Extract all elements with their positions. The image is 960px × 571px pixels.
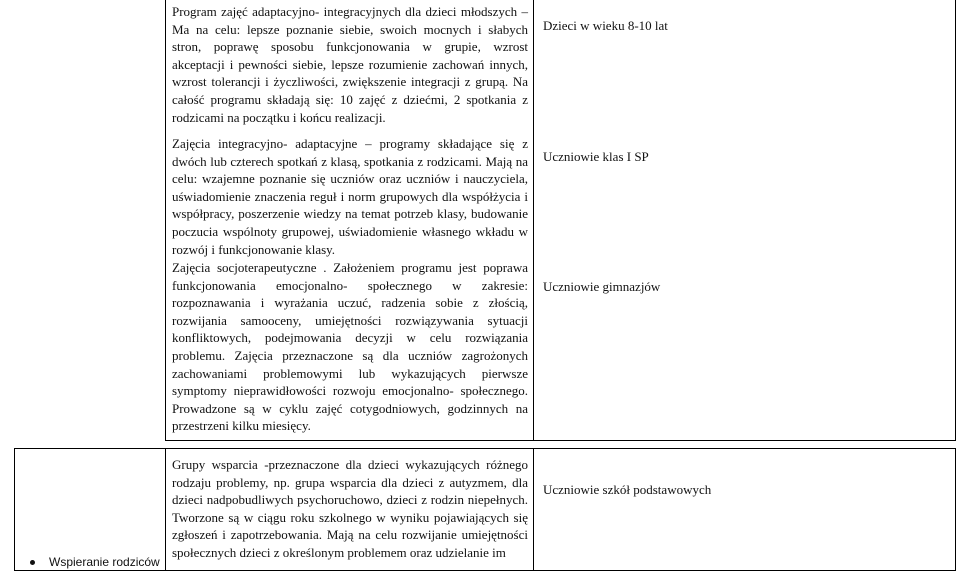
target-group: Uczniowie szkół podstawowych	[543, 482, 712, 497]
table-row	[172, 3, 528, 126]
table-row-separator	[165, 440, 956, 441]
left-column-border	[14, 448, 15, 571]
table-border-right-lower	[955, 448, 956, 571]
program-description: Zajęcia socjoterapeutyczne . Założeniem programu jest poprawa funkcjonowania emocjonalno- społecznego w zakresie: rozpoznawania i wyrażania uczuć, radzenia sobie z złością, rozwijania samooceny, umiejętności rozwiązywania sytuacji konfliktowych, podejmowania decyzji w celu rozwiązania problemu. Zajęcia przeznaczone są dla uczniów zagrożonych zachowaniami problemowymi lub wykazujących pierwsze symptomy nieprawidłowości rozwoju emocjonalno- społecznego. Prowadzone są w cyklu zajęć cotygodniowych, godzinnych na przestrzeni kilku miesięcy.	[172, 260, 528, 434]
section-label-text: Wspieranie rodziców	[49, 555, 160, 569]
program-description: Program zajęć adaptacyjno- integracyjnych dla dzieci młodszych – Ma na celu: lepsze poznanie siebie, swoich mocnych i słabych stron, poprawę sposobu funkcjonowania w grupie, wzrost akceptacji i pewności siebie, lepsze rozumienie zachowań innych, wzrost tolerancji i życzliwości, zwiększenie integracji z grupą. Na całość programu składają się: 10 zajęć z dziećmi, 2 spotkania z rodzicami na początku i końcu realizacji.	[172, 4, 528, 125]
program-description: Zajęcia integracyjno- adaptacyjne – programy składające się z dwóch lub czterech spotkań z klasą, spotkania z rodzicami. Mają na celu: wzajemne poznanie się uczniów oraz uczniów i nauczyciela, uświadomienie znaczenia reguł i norm grupowych dla współżycia i współpracy, poszerzenie wiedzy na temat potrzeb klasy, budowanie poczucia wspólnoty grupowej, uświadomienie własnego wkładu w rozwój i funkcjonowanie klasy.	[172, 136, 528, 257]
section-label	[30, 555, 160, 569]
column-divider-lower	[533, 448, 534, 571]
table-border-right	[955, 0, 956, 440]
table-row	[172, 456, 528, 566]
table-border-left-lower	[165, 448, 166, 571]
left-column-top	[14, 448, 165, 449]
bullet-icon	[30, 560, 35, 565]
table-row	[172, 259, 528, 435]
target-group: Uczniowie gimnazjów	[543, 279, 661, 294]
target-group: Uczniowie klas I SP	[543, 149, 649, 164]
column-divider	[533, 0, 534, 440]
target-group: Dzieci w wieku 8-10 lat	[543, 18, 668, 33]
table-row-separator-lower	[165, 448, 956, 449]
program-description: Grupy wsparcia -przeznaczone dla dzieci wykazujących różnego rodzaju problemy, np. grupa wsparcia dla dzieci z autyzmem, dla dzieci nadpobudliwych psychoruchowo, dzieci z rodzin niepełnych. Tworzone są w ciągu roku szkolnego w wyniku pojawiających się zgłoszeń i zapotrzebowania. Mają na celu rozwijanie umiejętności społecznych dzieci z określonym problemem oraz udzielanie im	[172, 457, 528, 560]
table-row	[172, 135, 528, 258]
table-border-left	[165, 0, 166, 440]
